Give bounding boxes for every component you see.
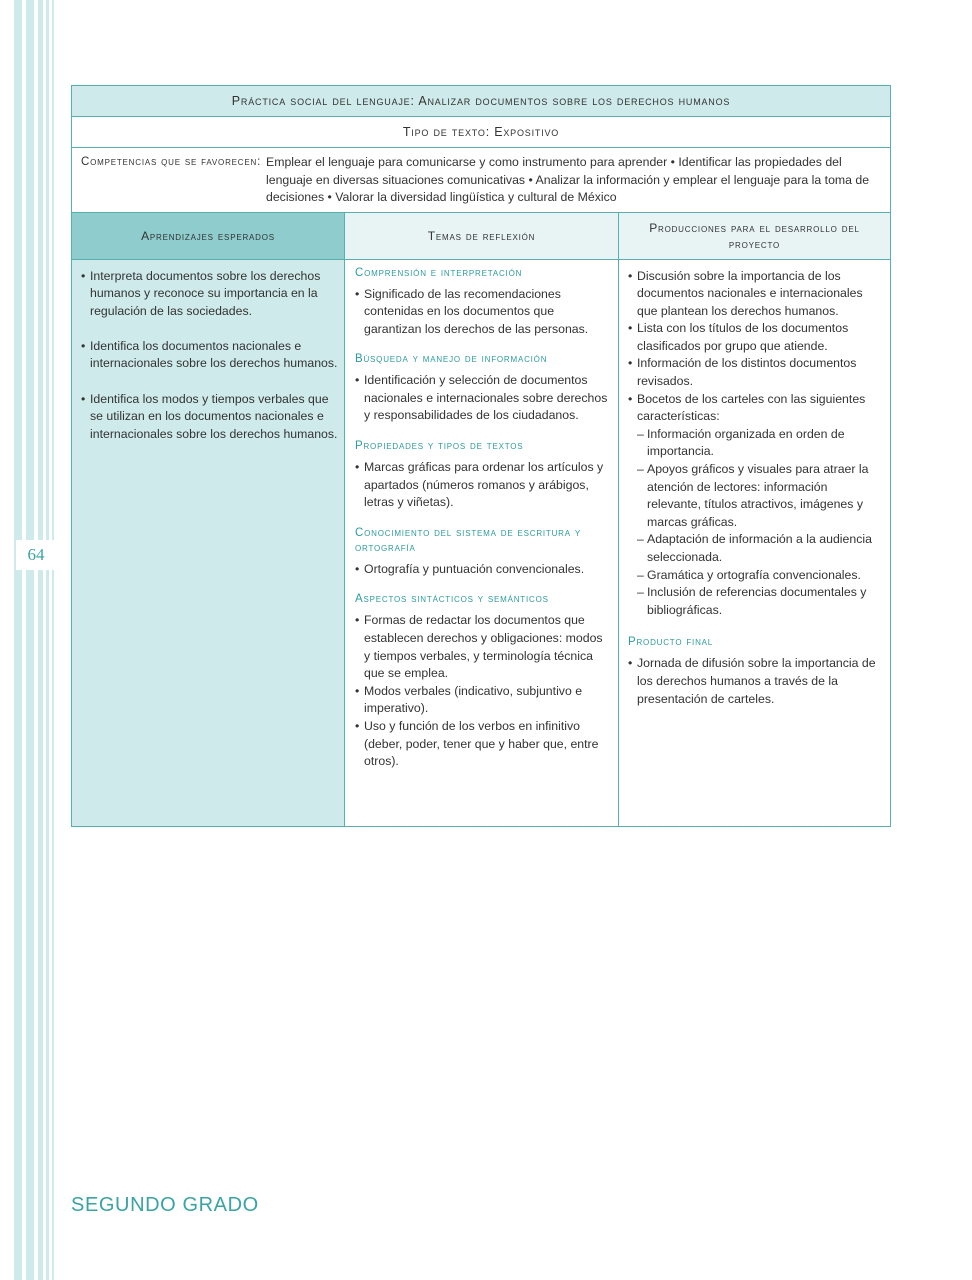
list-subitem: – Adaptación de información a la audiencia seleccionada. [628, 531, 884, 566]
section-list [355, 612, 610, 770]
aprendizajes-column [72, 260, 345, 826]
section-heading: Búsqueda y manejo de información [355, 353, 548, 366]
margin-stripe [38, 0, 43, 1280]
header-temas: Temas de reflexión [345, 213, 619, 259]
list-subitem: – Apoyos gráficos y visuales para atraer la atención de lectores: información relevante, títulos atractivos, imágenes y marcas gráficas. [628, 461, 884, 531]
list-item: • Significado de las recomendaciones contenidas en los documentos que garantizan los derechos de las personas. [355, 286, 610, 339]
list-item: • Identifica los documentos nacionales e internacionales sobre los derechos humanos. [81, 338, 338, 373]
list-item: • Bocetos de los carteles con las siguientes características: [628, 391, 884, 426]
list-item: • Modos verbales (indicativo, subjuntivo e imperativo). [355, 683, 610, 718]
temas-column [345, 260, 619, 826]
margin-stripe [26, 0, 34, 1280]
competencias-row [72, 148, 890, 213]
section-list [355, 561, 610, 579]
list-item: • Jornada de difusión sobre la importancia de los derechos humanos a través de la presentación de carteles. [628, 655, 884, 708]
list-item: • Uso y función de los verbos en infinitivo (deber, poder, tener que y haber que, entre otros). [355, 718, 610, 771]
list-subitem: – Inclusión de referencias documentales y bibliográficas. [628, 584, 884, 619]
product-final-list [628, 655, 884, 708]
table-title: Práctica social del lenguaje: Analizar documentos sobre los derechos humanos [72, 86, 890, 117]
competencias-text: Emplear el lenguaje para comunicarse y como instrumento para aprender • Identificar las propiedades del lenguaje en diversas situaciones comunicativas • Analizar la información y emplear el lenguaje para la toma de decisiones • Valorar la diversidad lingüística y cultural de México [266, 155, 870, 204]
header-producciones [619, 213, 890, 259]
producciones-list [628, 268, 884, 620]
list-item: • Identificación y selección de documentos nacionales e internacionales sobre derechos y responsabilidades de los ciudadanos. [355, 372, 610, 425]
section-heading: Conocimiento del sistema de escritura y ortografía [355, 526, 582, 554]
list-item: • Marcas gráficas para ordenar los artículos y apartados (números romanos y arábigos, letras y viñetas). [355, 459, 610, 512]
header-producciones-label: Producciones para el desarrollo del proyecto [649, 220, 860, 251]
temas-section [355, 352, 610, 425]
list-subitem: – Información organizada en orden de importancia. [628, 426, 884, 461]
list-item: • Información de los distintos documentos revisados. [628, 355, 884, 390]
list-item: • Discusión sobre la importancia de los documentos nacionales e internacionales que plantean los derechos humanos. [628, 268, 884, 321]
list-item: • Interpreta documentos sobre los derechos humanos y reconoce su importancia en la regulación de las sociedades. [81, 268, 338, 321]
margin-stripe [14, 0, 22, 1280]
section-heading: Propiedades y tipos de textos [355, 440, 524, 453]
section-list [355, 372, 610, 425]
producciones-column [619, 260, 890, 826]
section-heading: Comprensión e interpretación [355, 266, 523, 279]
list-subitem: – Gramática y ortografía convencionales. [628, 567, 884, 585]
list-item: • Formas de redactar los documentos que establecen derechos y obligaciones: modos y tiempos verbales, y terminología técnica que se emplea. [355, 612, 610, 682]
margin-stripe [46, 0, 49, 1280]
section-list [355, 286, 610, 339]
temas-section [355, 592, 610, 770]
product-final-heading: Producto final [628, 636, 714, 649]
header-aprendizajes: Aprendizajes esperados [72, 213, 345, 259]
footer-grade: SEGUNDO GRADO [71, 1194, 259, 1216]
project-table [71, 85, 891, 827]
section-list [355, 459, 610, 512]
section-heading: Aspectos sintácticos y semánticos [355, 593, 549, 606]
competencias-label: Competencias que se favorecen: [81, 156, 262, 168]
temas-section [355, 439, 610, 512]
temas-section [355, 526, 610, 579]
page-number: 64 [16, 540, 56, 570]
columns-header [72, 213, 890, 260]
temas-section [355, 266, 610, 339]
list-item: • Identifica los modos y tiempos verbales que se utilizan en los documentos nacionales e internacionales sobre los derechos humanos. [81, 391, 338, 444]
columns-body [72, 260, 890, 826]
list-item: • Lista con los títulos de los documentos clasificados por grupo que atiende. [628, 320, 884, 355]
list-item: • Ortografía y puntuación convencionales. [355, 561, 610, 579]
text-type: Tipo de texto: Expositivo [72, 117, 890, 148]
aprendizajes-list [81, 268, 338, 444]
margin-stripe [52, 0, 54, 1280]
